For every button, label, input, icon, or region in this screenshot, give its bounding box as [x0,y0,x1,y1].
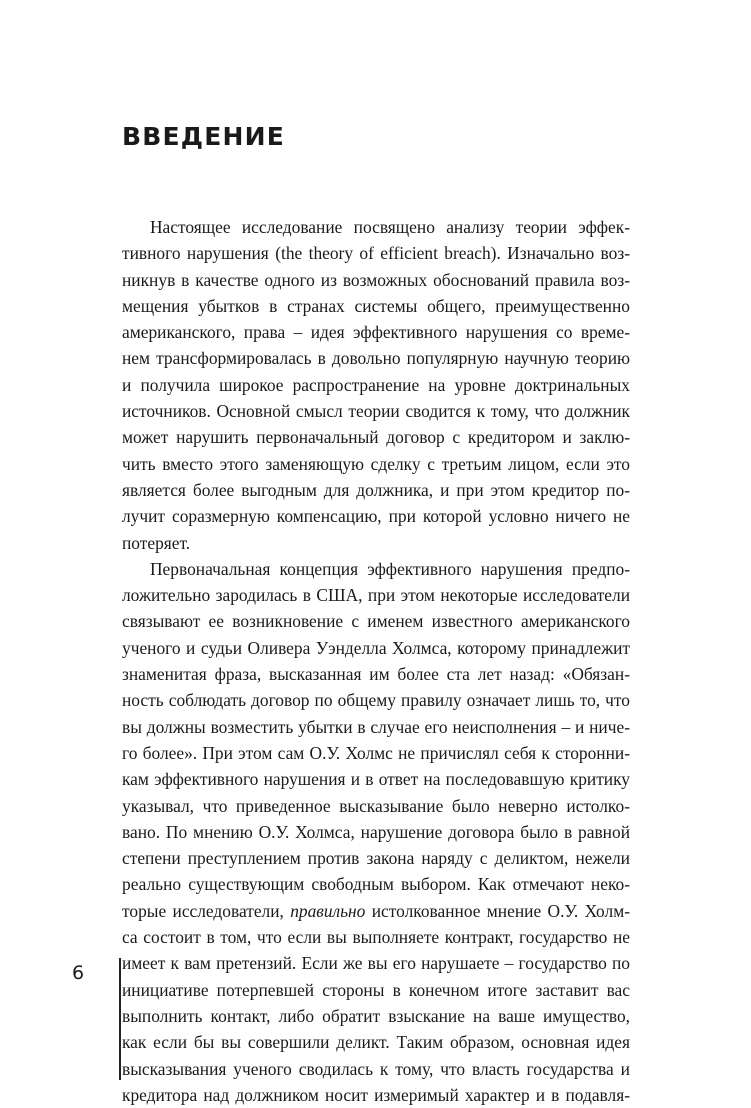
text-line: ученого и судьи Оливера Уэнделла Холмса, которому принадлежит [122,637,630,658]
text-segment: истолкованное мнение О.У. Холм- [365,900,630,921]
text-line: американского, права – идея эффективного нарушения со време- [122,322,630,343]
text-line: инициативе потерпевшей стороны в конечном итоге заставит вас [122,979,630,1000]
text-line: и получила широкое распространение на уровне доктринальных [122,374,630,395]
text-line: мещения убытков в странах системы общего, преимущественно [122,295,630,316]
page-number: 6 [72,962,85,984]
text-line: выполнить контакт, либо обратит взыскание на ваше имущество, [122,1005,630,1026]
text-line: Первоначальная концепция эффективного нарушения предпо- [150,558,630,579]
text-line: указывал, что приведенное высказывание было неверно истолко- [122,795,630,816]
text-line: как если бы вы совершили деликт. Таким образом, основная идея [122,1032,630,1053]
chapter-heading: ВВЕДЕНИЕ [122,122,286,151]
text-line: чить вместо этого заменяющую сделку с третьим лицом, если это [122,453,630,474]
text-line: источников. Основной смысл теории сводится к тому, что должник [122,401,630,422]
text-line: го более». При этом сам О.У. Холмс не причислял себя к сторонни- [122,742,630,763]
text-line: вано. По мнению О.У. Холмса, нарушение договора было в равной [122,821,630,842]
text-line: высказывания ученого сводилась к тому, что власть государства и [122,1058,630,1079]
text-line: может нарушить первоначальный договор с кредитором и заклю- [122,427,630,448]
text-segment: торые исследователи, [122,900,291,921]
text-line: степени преступлением против закона наряду с деликтом, нежели [122,848,630,869]
text-line: связывают ее возникновение с именем известного американского [122,611,630,632]
text-line [122,898,630,924]
text-line: никнув в качестве одного из возможных обоснований правила воз- [122,269,630,290]
text-line: реально существующим свободным выбором. Как отмечают неко- [122,874,630,895]
folio-rule [119,958,121,1080]
text-line: ность соблюдать договор по общему правилу означает лишь то, что [122,690,630,711]
text-line: лучит соразмерную компенсацию, при которой условно ничего не [122,506,630,527]
text-line: тивного нарушения (the theory of efficient breach). Изначально воз- [122,243,630,264]
text-line: является более выгодным для должника, и при этом кредитор по- [122,479,630,500]
text-line: ложительно зародилась в США, при этом некоторые исследователи [122,585,630,606]
body-text [122,214,630,1108]
text-line: нем трансформировалась в довольно популярную научную теорию [122,348,630,369]
italic-word: правильно [290,900,366,921]
text-line: потеряет. [122,532,191,553]
text-line: кредитора над должником носит измеримый характер и в подавля- [122,1084,630,1105]
text-line: имеет к вам претензий. Если же вы его нарушаете – государство по [122,953,630,974]
text-line: са состоит в том, что если вы выполняете контракт, государство не [122,927,630,948]
text-line: Настоящее исследование посвящено анализу теории эффек- [150,217,630,237]
text-line: вы должны возместить убытки в случае его неисполнения – и ниче- [122,716,630,737]
text-line: кам эффективного нарушения и в ответ на последовавшую критику [122,769,630,790]
text-line: знаменитая фраза, высказанная им более ста лет назад: «Обязан- [122,664,630,685]
